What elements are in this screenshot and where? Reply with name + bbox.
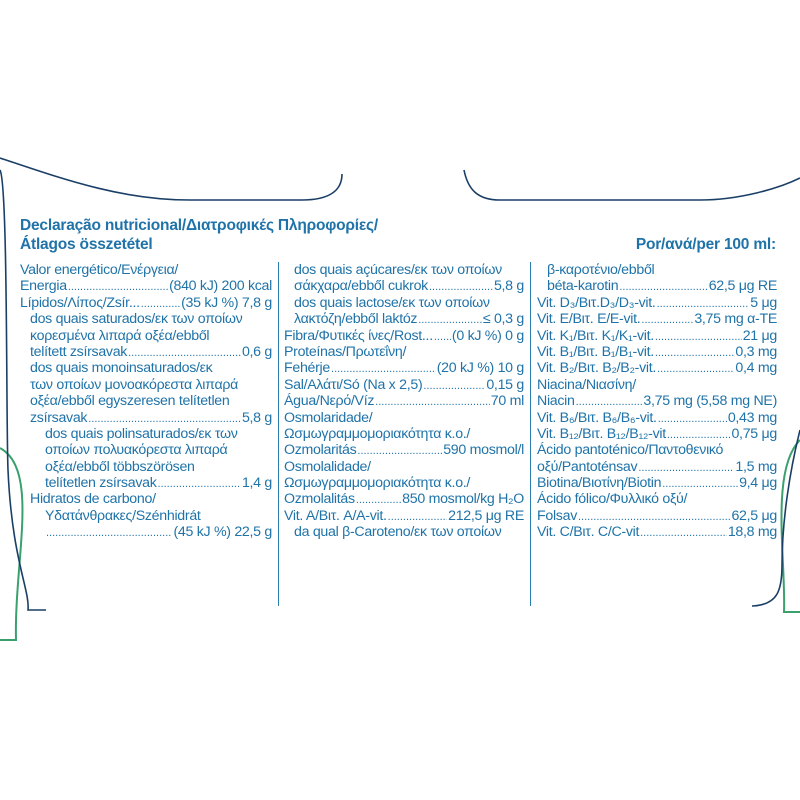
nutrient-label: Lípidos/Λίπος/Zsír... (20, 294, 140, 311)
nutrient-value: 62,5 μg RE (708, 278, 777, 295)
nutrient-row (537, 262, 777, 278)
nutrient-label: Vit. D₃/Βιτ.D₃/D₃-vit. (537, 294, 656, 311)
dot-leader (158, 476, 241, 491)
nutrient-text: Osmolalidade/ (284, 458, 371, 475)
dot-leader (88, 411, 241, 426)
nutrition-column-3 (537, 262, 777, 541)
nutrient-value: (45 kJ %) 22,5 g (173, 524, 272, 541)
nutrient-row (284, 459, 524, 475)
nutrient-value: 0,4 mg (735, 360, 777, 377)
nutrient-label: zsírsavak (30, 409, 88, 426)
nutrient-row (20, 262, 272, 278)
nutrient-text: dos quais monoinsaturados/εκ (30, 360, 213, 377)
nutrient-row (537, 508, 777, 524)
nutrient-value: (0 kJ %) 0 g (451, 327, 524, 344)
nutrient-text: οξέα/ebből egyszeresen telítetlen (30, 393, 230, 410)
nutrient-text: dos quais polinsaturados/εκ των (45, 425, 238, 442)
nutrient-row (537, 311, 777, 327)
nutrient-label: Niacin (537, 393, 575, 410)
nutrient-row (20, 508, 272, 524)
nutrient-row (537, 491, 777, 507)
nutrient-value: 5 μg (750, 294, 777, 311)
nutrient-row (20, 459, 272, 475)
nutrient-text: da qual β-Caroteno/εκ των οποίων (294, 524, 502, 541)
nutrient-value: (840 kJ) 200 kcal (169, 278, 272, 295)
nutrient-value: 0,43 mg (727, 409, 777, 426)
nutrient-row (284, 524, 524, 540)
nutrient-value: 18,8 mg (727, 524, 777, 541)
nutrient-text: dos quais açúcares/εκ των οποίων (294, 262, 502, 278)
top-notch-left (0, 158, 342, 200)
nutrient-value: 5,8 g (241, 409, 272, 426)
column-divider-1 (278, 262, 279, 606)
nutrient-row (20, 295, 272, 311)
nutrient-row (537, 393, 777, 409)
nutrient-row (537, 426, 777, 442)
nutrient-text: dos quais saturados/εκ των οποίων (30, 311, 243, 328)
dot-leader (578, 509, 730, 524)
dot-leader (141, 296, 180, 311)
nutrient-row (284, 377, 524, 393)
nutrient-row (20, 328, 272, 344)
nutrient-row (537, 360, 777, 376)
nutrient-row (537, 278, 777, 294)
nutrient-text: οποίων πολυακόρεστα λιπαρά (45, 442, 228, 459)
nutrient-row (20, 524, 272, 540)
dot-leader (658, 411, 727, 426)
nutrient-value: 9,4 μg (739, 475, 777, 492)
nutrient-label: Fibra/Φυτικές ίνες/Rost... (284, 327, 433, 344)
nutrient-row (20, 360, 272, 376)
nutrient-row (284, 491, 524, 507)
nutrient-text: Υδατάνθρακες/Szénhidrát (45, 507, 201, 524)
nutrient-value: 850 mosmol/kg H₂O (402, 491, 524, 508)
nutrient-row (20, 426, 272, 442)
dot-leader (357, 443, 442, 458)
nutrient-value: 21 μg (742, 327, 777, 344)
nutrient-text: Ωσμωγραμμομοριακότητα κ.ο./ (284, 425, 471, 442)
nutrient-label: Vit. A/Βιτ. A/A-vit. (284, 507, 387, 524)
nutrient-value: (35 kJ %) 7,8 g (181, 294, 272, 311)
nutrient-row (20, 393, 272, 409)
nutrient-label: Ozmolaritás (284, 442, 357, 459)
nutrient-text: των οποίων μονοακόρεστα λιπαρά (30, 376, 239, 393)
nutrient-row (20, 278, 272, 294)
column-divider-2 (530, 262, 531, 606)
dot-leader (641, 312, 693, 327)
nutrient-row (537, 410, 777, 426)
nutrient-value: (20 kJ %) 10 g (436, 360, 524, 377)
nutrient-value: 212,5 μg RE (448, 507, 524, 524)
nutrient-row (284, 475, 524, 491)
nutrient-value: 590 mosmol/l (443, 442, 524, 459)
dot-leader (418, 312, 482, 327)
nutrient-value: 0,75 μg (731, 425, 777, 442)
dot-leader (662, 476, 738, 491)
nutrient-row (537, 295, 777, 311)
nutrient-label: οξύ/Pantoténsav (537, 458, 638, 475)
nutrient-value: 1,5 mg (735, 458, 777, 475)
nutrient-row (20, 410, 272, 426)
dot-leader (657, 361, 734, 376)
dot-leader (68, 279, 168, 294)
nutrient-text: Hidratos de carbono/ (30, 491, 156, 508)
dot-leader (667, 427, 731, 442)
nutrient-text: Ácido pantoténico/Παντοθενικό (537, 442, 724, 459)
nutrient-row (284, 262, 524, 278)
nutrient-row (537, 475, 777, 491)
nutrient-value: 5,8 g (493, 278, 524, 295)
section-title-line2: Átlagos összetétel (20, 236, 153, 253)
nutrient-row (20, 311, 272, 327)
nutrient-row (284, 508, 524, 524)
dot-leader (434, 329, 451, 344)
nutrient-row (284, 410, 524, 426)
nutrient-text: Osmolaridade/ (284, 409, 373, 426)
nutrient-row (537, 344, 777, 360)
nutrient-text: κορεσμένα λιπαρά οξέα/ebből (30, 327, 210, 344)
dot-leader (657, 296, 750, 311)
dot-leader (46, 525, 172, 540)
nutrient-label: λακτόζη/ebből laktóz (294, 311, 418, 328)
dot-leader (655, 345, 735, 360)
dot-leader (655, 329, 742, 344)
nutrition-column-2 (284, 262, 524, 541)
dot-leader (331, 361, 436, 376)
nutrient-row (537, 459, 777, 475)
dot-leader (576, 394, 643, 409)
nutrient-row (284, 442, 524, 458)
nutrient-text: Ácido fólico/Φυλλικό οξύ/ (537, 491, 688, 508)
nutrient-row (284, 360, 524, 376)
nutrient-row (20, 344, 272, 360)
nutrient-label: Vit. B₁/Βιτ. B₁/B₁-vit. (537, 343, 654, 360)
nutrient-text: Proteínas/Πρωτεΐνη/ (284, 343, 407, 360)
nutrient-value: 0,15 g (486, 376, 524, 393)
nutrient-row (20, 377, 272, 393)
nutrient-label: Folsav (537, 507, 577, 524)
nutrient-row (284, 344, 524, 360)
nutrient-text: Ωσμωγραμμομοριακότητα κ.ο./ (284, 475, 471, 492)
nutrient-label: Biotina/Βιοτίνη/Biotin (537, 475, 662, 492)
nutrient-value: 3,75 mg (5,58 mg NE) (643, 393, 777, 410)
dot-leader (356, 492, 401, 507)
nutrient-row (537, 442, 777, 458)
nutrient-row (284, 393, 524, 409)
nutrient-row (284, 426, 524, 442)
nutrient-row (284, 328, 524, 344)
per-100ml-label: Por/ανά/per 100 ml: (635, 236, 776, 253)
nutrient-text: Niacina/Νιασίνη/ (537, 376, 636, 393)
nutrient-label: telítetlen zsírsavak (45, 475, 157, 492)
nutrient-label: Água/Νερό/Víz (284, 393, 375, 410)
section-title (20, 216, 378, 254)
nutrient-row (537, 328, 777, 344)
nutrient-label: Vit. B₂/Βιτ. B₂/B₂-vit. (537, 360, 657, 377)
nutrient-label: Vit. C/Βιτ. C/C-vit (537, 524, 640, 541)
nutrient-label: Vit. B₆/Βιτ. B₆/B₆-vit. (537, 409, 657, 426)
nutrient-text: οξέα/ebből többszörösen (45, 458, 195, 475)
top-notch-right (464, 170, 800, 200)
nutrient-value: 62,5 μg (731, 507, 777, 524)
nutrient-text: Valor energético/Ενέργεια/ (20, 262, 179, 278)
dot-leader (128, 345, 241, 360)
dot-leader (423, 378, 485, 393)
nutrient-label: telített zsírsavak (30, 343, 128, 360)
nutrient-value: 0,3 mg (735, 343, 777, 360)
dot-leader (640, 525, 727, 540)
dot-leader (638, 460, 734, 475)
nutrient-row (20, 475, 272, 491)
nutrient-label: Energia (20, 278, 67, 295)
dot-leader (375, 394, 490, 409)
nutrient-value: 0,6 g (241, 343, 272, 360)
nutrient-value: ≤ 0,3 g (482, 311, 524, 328)
section-title-line1: Declaração nutricional/Διατροφικές Πληροφορίες/ (20, 217, 379, 234)
nutrient-row (20, 442, 272, 458)
nutrient-row (537, 377, 777, 393)
nutrient-text: dos quais lactose/εκ των οποίων (294, 294, 490, 311)
nutrient-label: Vit. K₁/Βιτ. K₁/K₁-vit. (537, 327, 654, 344)
nutrient-label: Fehérje (284, 360, 331, 377)
nutrient-text: β-καροτένιο/ebből (547, 262, 655, 278)
nutrient-row (284, 278, 524, 294)
dot-leader (388, 509, 447, 524)
nutrient-label: Sal/Αλάτι/Só (Na x 2,5) (284, 376, 423, 393)
dot-leader (429, 279, 493, 294)
nutrient-row (284, 295, 524, 311)
nutrient-value: 1,4 g (241, 475, 272, 492)
nutrient-label: σάκχαρα/ebből cukrok (294, 278, 428, 295)
nutrient-row (284, 311, 524, 327)
nutrient-label: Ozmolalitás (284, 491, 355, 508)
nutrient-value: 70 ml (490, 393, 524, 410)
nutrient-value: 3,75 mg α-TE (694, 311, 777, 328)
nutrient-row (537, 524, 777, 540)
dot-leader (619, 279, 707, 294)
nutrient-row (20, 491, 272, 507)
nutrition-column-1 (20, 262, 272, 541)
nutrient-label: Vit. B₁₂/Βιτ. B₁₂/B₁₂-vit (537, 425, 666, 442)
nutrient-label: Vit. E/Βιτ. E/E-vit. (537, 311, 641, 328)
nutrient-label: béta-karotin (547, 278, 619, 295)
